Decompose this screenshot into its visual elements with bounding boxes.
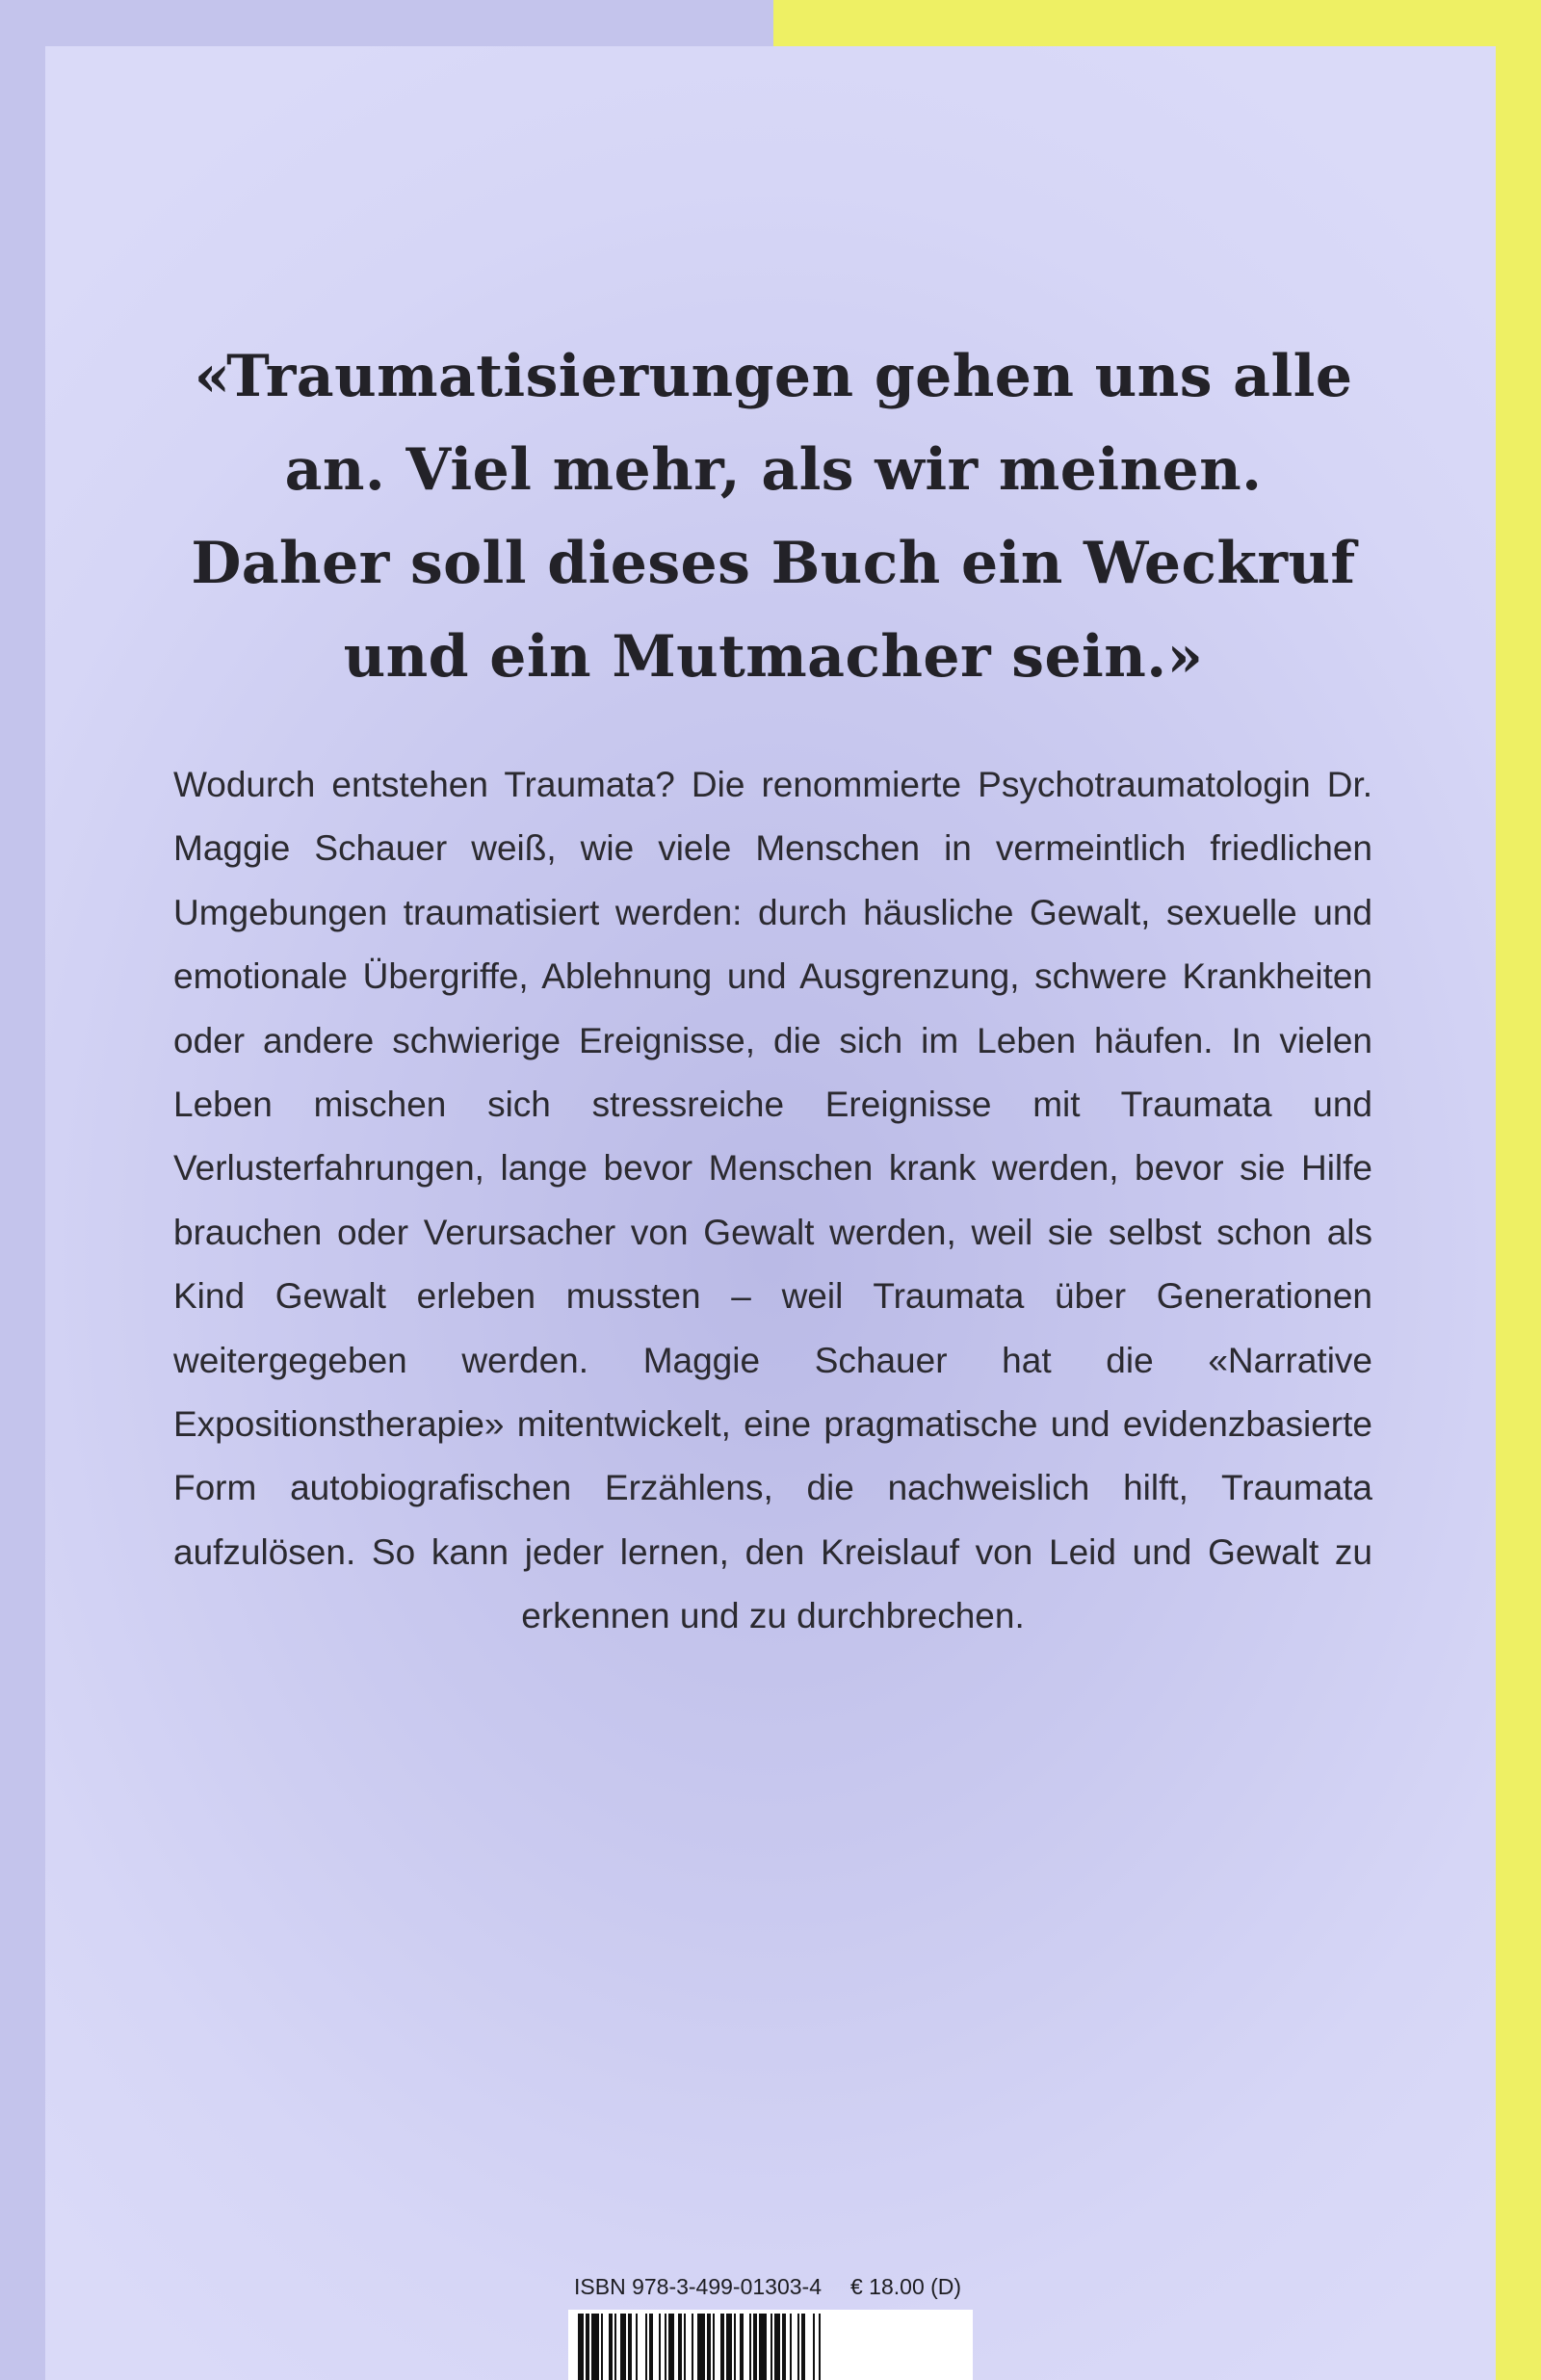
quote-line: und ein Mutmacher sein.» xyxy=(343,623,1204,691)
barcode-bar xyxy=(628,2314,632,2380)
blurb-text: Wodurch entstehen Traumata? Die renommierte Psychotraumatologin Dr. Maggie Schauer weiß, wie viele Menschen in vermeintlich friedlichen Umgebungen traumatisiert werden: durch häusliche Gewalt, sexuelle und emotionale Übergriffe, Ablehnung und Ausgrenzung, schwere Krankheiten oder andere schwierige Ereignisse, die sich im Leben häufen. In vielen Leben mischen sich stressreiche Ereignisse mit Traumata und Verlusterfahrungen, lange bevor Menschen krank werden, bevor sie Hilfe brauchen oder Verursacher von Gewalt werden, weil sie selbst schon als Kind Gewalt erleben mussten – weil Traumata über Generationen weitergegeben werden. Maggie Schauer hat die «Narrative Expositionstherapie» mitentwickelt, eine pragmatische und evidenzbasierte Form autobiografischen Erzählens, die nachweislich hilft, Traumata aufzulösen. So kann jeder lernen, den Kreislauf von Leid und Gewalt zu erkennen und zu durchbrechen. xyxy=(173,765,1372,1636)
barcode-bar xyxy=(819,2314,821,2380)
barcode-bar xyxy=(636,2314,638,2380)
barcode-bar xyxy=(734,2314,736,2380)
isbn: ISBN 978-3-499-01303-4 xyxy=(574,2274,822,2299)
quote-line: Daher soll dieses Buch ein Weckruf xyxy=(191,530,1356,597)
barcode xyxy=(568,2310,973,2380)
barcode-bar xyxy=(797,2314,799,2380)
quote-line: an. Viel mehr, als wir meinen. xyxy=(284,436,1263,504)
barcode-bar xyxy=(774,2314,780,2380)
barcode-bar xyxy=(591,2314,599,2380)
barcode-bar xyxy=(749,2314,751,2380)
barcode-bar xyxy=(697,2314,705,2380)
barcode-bar xyxy=(659,2314,661,2380)
barcode-bar xyxy=(713,2314,715,2380)
barcode-bar xyxy=(707,2314,711,2380)
barcode-bar xyxy=(726,2314,732,2380)
barcode-bar xyxy=(782,2314,786,2380)
barcode-graphic xyxy=(568,2310,973,2380)
barcode-bar xyxy=(813,2314,815,2380)
barcode-bar xyxy=(645,2314,647,2380)
barcode-bar xyxy=(601,2314,603,2380)
barcode-bar xyxy=(609,2314,613,2380)
barcode-bar xyxy=(678,2314,682,2380)
barcode-bar xyxy=(790,2314,792,2380)
barcode-bar xyxy=(692,2314,693,2380)
quote-line: «Traumatisierungen gehen uns alle xyxy=(194,343,1353,410)
pull-quote xyxy=(135,330,1412,704)
barcode-bar xyxy=(586,2314,589,2380)
barcode-bar xyxy=(578,2314,584,2380)
barcode-bar xyxy=(740,2314,744,2380)
price: € 18.00 (D) xyxy=(850,2274,962,2299)
barcode-bar xyxy=(753,2314,757,2380)
barcode-bar xyxy=(649,2314,653,2380)
barcode-bar xyxy=(720,2314,724,2380)
barcode-bar xyxy=(668,2314,674,2380)
barcode-bar xyxy=(614,2314,616,2380)
barcode-bar xyxy=(801,2314,805,2380)
isbn-price-line xyxy=(574,2273,979,2300)
barcode-bar xyxy=(620,2314,626,2380)
barcode-bar xyxy=(665,2314,666,2380)
barcode-bar xyxy=(759,2314,767,2380)
barcode-bar xyxy=(770,2314,772,2380)
barcode-bar xyxy=(684,2314,686,2380)
